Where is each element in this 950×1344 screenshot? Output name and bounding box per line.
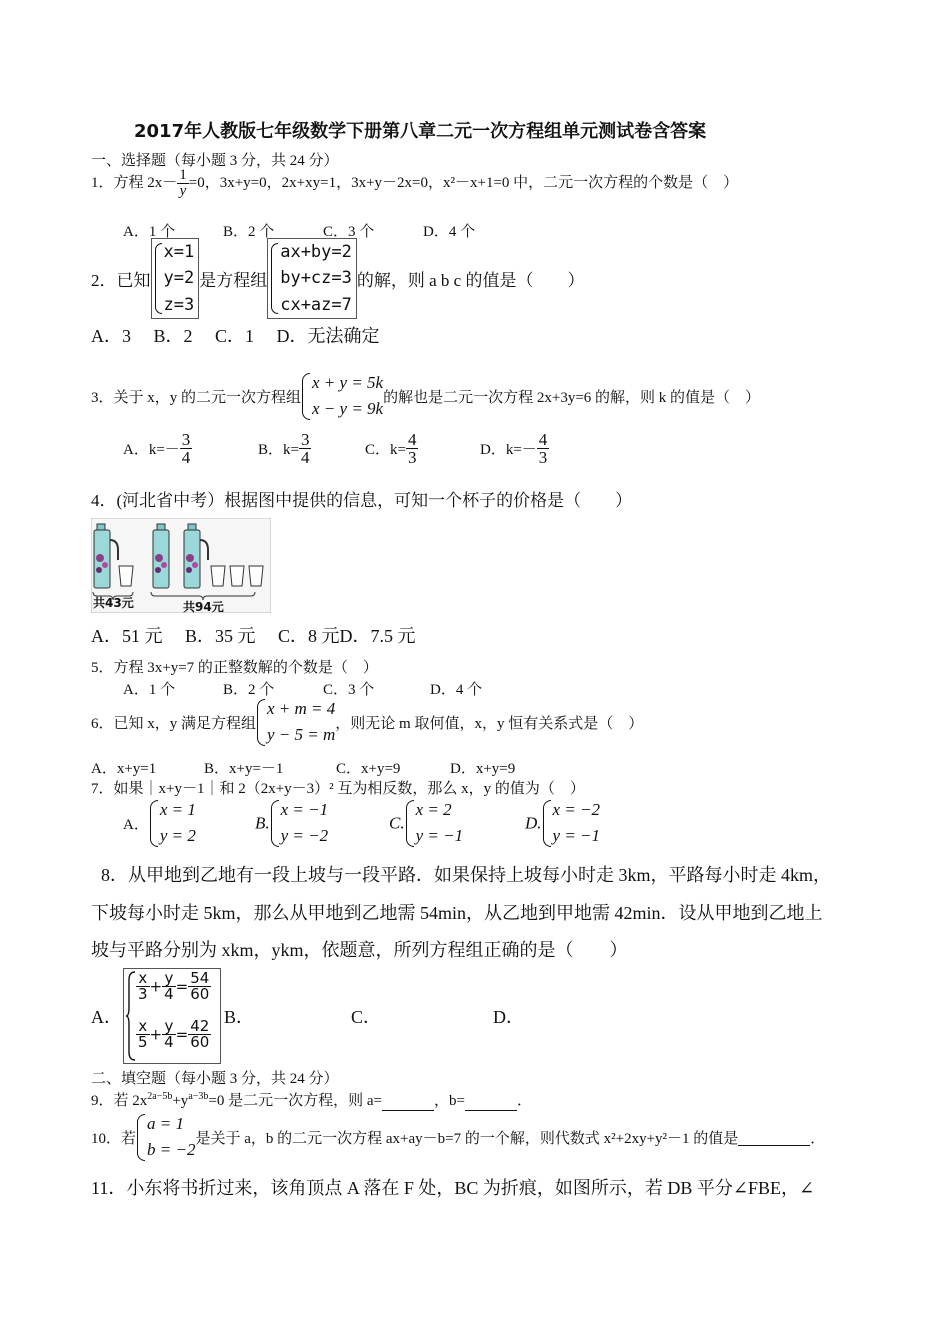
q7-option-b: B. x = −1 y = −2 bbox=[255, 797, 328, 850]
q3-text-post: 的解也是二元一次方程 2x+3y=6 的解，则 k 的值是（ ） bbox=[383, 389, 761, 406]
q9-blank-b[interactable] bbox=[465, 1093, 517, 1111]
question-6 bbox=[91, 696, 643, 749]
q2-text-num: 2．已知 bbox=[91, 271, 151, 291]
question-10: 10．若 a = 1 b = −2 是关于 a，b 的二元一次方程 ax+ay－b=7 的一个解，则代数式 x²+2xy+y²－1 的值是 ． bbox=[91, 1111, 825, 1164]
section-heading-fill: 二、填空题（每小题 3 分，共 24 分） bbox=[91, 1071, 339, 1087]
q6-option-d: D．x+y=9 bbox=[450, 761, 516, 777]
question-1 bbox=[91, 168, 738, 199]
q8-option-c: C． bbox=[351, 1007, 382, 1027]
q10-blank[interactable] bbox=[738, 1128, 810, 1146]
q2-text-post: 的解，则 a b c 的值是（ ） bbox=[356, 271, 585, 291]
q6-text-pre: 6．已知 x，y 满足方程组 bbox=[91, 715, 257, 732]
question-2 bbox=[91, 238, 584, 319]
q1-option-d: D．4 个 bbox=[423, 224, 476, 240]
section-heading-choice: 一、选择题（每小题 3 分，共 24 分） bbox=[91, 153, 339, 169]
q5-option-d: D．4 个 bbox=[430, 682, 483, 698]
question-8-line1: 8．从甲地到乙地有一段上坡与一段平路．如果保持上坡每小时走 3km，平路每小时走 4km， bbox=[101, 865, 831, 885]
q6-text-post: ，则无论 m 取何值，x，y 恒有关系式是（ ） bbox=[335, 715, 644, 732]
brace-icon bbox=[126, 970, 136, 1062]
q7-option-c: C. x = 2 y = −1 bbox=[389, 797, 463, 850]
question-3 bbox=[91, 370, 760, 423]
q2-text-mid: 是方程组 bbox=[199, 271, 268, 291]
q3-text-pre: 3．关于 x，y 的二元一次方程组 bbox=[91, 389, 302, 406]
question-4: 4．(河北省中考）根据图中提供的信息，可知一个杯子的价格是（ ） bbox=[91, 491, 633, 510]
q1-fraction: $\frac{1}{y}$ bbox=[179, 167, 187, 199]
q6-system: x + m = 4 y − 5 = m bbox=[256, 696, 335, 749]
q8-option-a-system bbox=[123, 968, 221, 1064]
q6-option-c: C．x+y=9 bbox=[336, 761, 401, 777]
q2-system-box: ax+by=2 by+cz=3 cx+az=7 bbox=[267, 238, 357, 319]
q3-option-d: D．k=－ $\frac{4}{3}$ bbox=[480, 430, 548, 467]
q3-option-b: B．k= $\frac{3}{4}$ bbox=[258, 430, 310, 467]
figure-label-43: 共43元 bbox=[93, 596, 134, 610]
q2-solution-box: x=1 y=2 z=3 bbox=[151, 238, 200, 319]
page-title: 2017年人教版七年级数学下册第八章二元一次方程组单元测试卷含答案 bbox=[134, 121, 707, 142]
q6-option-a: A．x+y=1 bbox=[91, 761, 157, 777]
q4-options: A．51 元 B．35 元 C．8 元D．7.5 元 bbox=[91, 626, 416, 646]
q1-text-post: =0，3x+y=0，2x+xy=1，3x+y－2x=0，x²－x+1=0 中，二元一次方程的个数是（ ） bbox=[188, 174, 739, 191]
q1-option-b: B．2 个 bbox=[223, 224, 275, 240]
question-8-line3: 坡与平路分别为 xkm，ykm，依题意，所列方程组正确的是（ ） bbox=[91, 940, 628, 960]
q5-option-a: A．1 个 bbox=[123, 682, 176, 698]
question-11: 11．小东将书折过来，该角顶点 A 落在 F 处，BC 为折痕，如图所示，若 DB 平分∠FBE，∠ bbox=[91, 1178, 815, 1198]
q3-system: x + y = 5k x − y = 9k bbox=[301, 370, 383, 423]
figure-label-94: 共94元 bbox=[183, 600, 224, 614]
q7-option-a: A． x = 1 y = 2 bbox=[123, 797, 196, 850]
q8-option-b: B． bbox=[224, 1007, 255, 1027]
question-5: 5．方程 3x+y=7 的正整数解的个数是（ ） bbox=[91, 660, 378, 676]
q1-text-pre: 1．方程 2x－ bbox=[91, 174, 178, 191]
q8-option-d: D． bbox=[493, 1007, 524, 1027]
q7-option-d: D. x = −2 y = −1 bbox=[525, 797, 600, 850]
question-7: 7．如果｜x+y－1｜和 2（2x+y－3）² 互为相反数，那么 x，y 的值为（ ） bbox=[91, 781, 585, 797]
q5-option-b: B．2 个 bbox=[223, 682, 275, 698]
q3-option-a: A．k=－ $\frac{3}{4}$ bbox=[123, 430, 191, 467]
q8-option-a-label: A． bbox=[91, 1007, 122, 1027]
q8-eq1: $\frac{x}{3}$ + $\frac{y}{4}$ = $\frac{54}{60}$ bbox=[138, 969, 210, 1003]
q1-option-c: C．3 个 bbox=[323, 224, 375, 240]
question-9: 9．若 $2x^{2a-5b}+y^{a-3b}=0$ 是二元一次方程，则 a= ，b= ． bbox=[91, 1091, 532, 1109]
q9-blank-a[interactable] bbox=[382, 1093, 434, 1111]
q2-options: A．3 B．2 C．1 D．无法确定 bbox=[91, 326, 380, 346]
q10-system: a = 1 b = −2 bbox=[136, 1111, 195, 1164]
question-8-line2: 下坡每小时走 5km，那么从甲地到乙地需 54min，从乙地到甲地需 42min．设从甲地到乙地上 bbox=[91, 903, 823, 923]
q6-option-b: B．x+y=－1 bbox=[204, 761, 284, 777]
cups-thermos-figure bbox=[91, 518, 271, 613]
q5-option-c: C．3 个 bbox=[323, 682, 375, 698]
q1-option-a: A．1 个 bbox=[123, 224, 176, 240]
q3-option-c: C．k= $\frac{4}{3}$ bbox=[365, 430, 417, 467]
q8-eq2: $\frac{x}{5}$ + $\frac{y}{4}$ = $\frac{42}{60}$ bbox=[138, 1017, 210, 1051]
